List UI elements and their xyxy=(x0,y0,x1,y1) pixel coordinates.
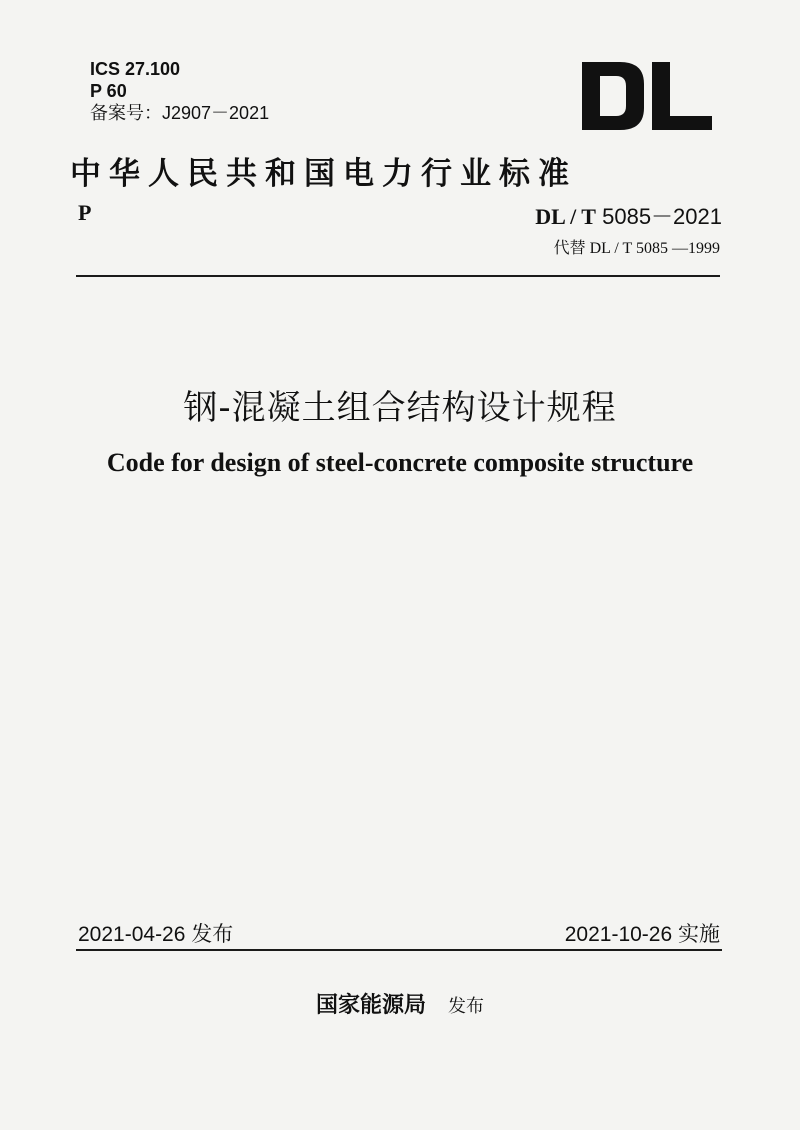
implement-date: 2021-10-26 实施 xyxy=(564,923,720,946)
standard-prefix: DL / T xyxy=(535,204,596,229)
record-number: 备案号：J2907－2021 xyxy=(90,103,270,123)
ics-code: ICS 27.100 xyxy=(90,59,181,79)
issue-date: 2021-04-26 发布 xyxy=(78,923,234,946)
metadata-block xyxy=(90,58,269,124)
replaces-note: 代替 DL / T 5085 —1999 xyxy=(553,240,720,257)
issuer-action: 发布 xyxy=(448,996,484,1017)
bottom-divider xyxy=(76,949,722,951)
issuer-name: 国家能源局 xyxy=(315,992,426,1018)
classification: P xyxy=(78,200,92,225)
top-divider xyxy=(76,275,720,277)
standard-title: 中华人民共和国电力行业标准 xyxy=(70,156,577,192)
category-code: P 60 xyxy=(90,81,127,101)
standard-number xyxy=(535,200,722,231)
standard-code: 5085－2021 xyxy=(602,204,722,229)
issuer xyxy=(0,988,800,1019)
title-english: Code for design of steel-concrete composite structure xyxy=(106,448,694,477)
dl-logo xyxy=(582,62,712,130)
title-chinese: 钢-混凝土组合结构设计规程 xyxy=(183,388,617,428)
